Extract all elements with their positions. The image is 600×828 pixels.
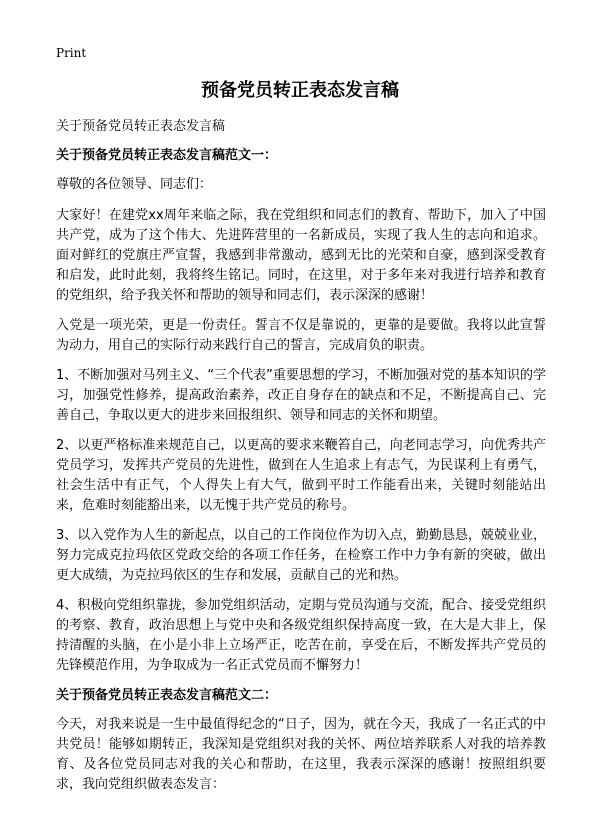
- paragraph: 4、积极向党组织靠拢，参加党组织活动，定期与党员沟通与交流，配合、接受党组织的考察、教育，政治思想上与党中央和各级党组织保持高度一致，在大是大非上，保持清醒的头脑，在小是小非上立场严正，吃苦在前，享受在后，不断发挥共产党员的先锋模范作用，为争取成为一名正式党员而不懈努力！: [56, 598, 546, 673]
- greeting: 尊敬的各位领导、同志们：: [56, 177, 213, 192]
- section-heading-2: 关于预备党员转正表态发言稿范文二：: [56, 688, 278, 703]
- print-link[interactable]: Print: [56, 46, 87, 60]
- section-heading-1: 关于预备党员转正表态发言稿范文一：: [56, 148, 278, 163]
- paragraph: 1、不断加强对马列主义、“三个代表”重要思想的学习，不断加强对党的基本知识的学习，加强党性修养，提高政治素养，改正自身存在的缺点和不足，不断提高自己、完善自己，争取以更大的进步来回报组织、领导和同志的关怀和期望。: [56, 368, 546, 423]
- paragraph: 今天，对我来说是一生中最值得纪念的“日子，因为，就在今天，我成了一名正式的中共党员！能够如期转正，我深知是党组织对我的关怀、两位培养联系人对我的培养教育、及各位党员同志对我的关心和帮助，在这里，我表示深深的感谢！按照组织要求，我向党组织做表态发言：: [56, 717, 546, 792]
- article-body: [56, 117, 546, 805]
- paragraph: 大家好！在建党xx周年来临之际，我在党组织和同志们的教育、帮助下，加入了中国共产党，成为了这个伟大、先进阵营里的一名新成员，实现了我人生的志向和追求。面对鲜红的党旗庄严宣誓，我感到非常激动，感到无比的光荣和自豪，感到深受教育和启发，此时此刻，我将终生铭记。同时，在这里，对于多年来对我进行培养和教育的党组织，给予我关怀和帮助的领导和同志们，表示深深的感谢！: [56, 208, 546, 303]
- document-subtitle: 关于预备党员转正表态发言稿: [56, 119, 226, 134]
- paragraph: 3、以入党作为人生的新起点，以自己的工作岗位作为切入点，勤勤恳恳，兢兢业业，努力完成克拉玛依区党政交给的各项工作任务，在检察工作中力争有新的突破，做出更大成绩，为克拉玛依区的生存和发展，贡献自己的光和热。: [56, 528, 546, 583]
- paragraph: 入党是一项光荣，更是一份责任。誓言不仅是靠说的，更靠的是要做。我将以此宣誓为动力，用自己的实际行动来践行自己的誓言，完成肩负的职责。: [56, 318, 546, 353]
- paragraph: 2、以更严格标准来规范自己，以更高的要求来鞭笞自己，向老同志学习，向优秀共产党员学习，发挥共产党员的先进性，做到在人生追求上有志气，为民谋利上有勇气，社会生活中有正气，个人得失上有大气，做到平时工作能看出来，关键时刻能站出来，危难时刻能豁出来，以无愧于共产党员的称号。: [56, 438, 546, 513]
- page-title: 预备党员转正表态发言稿: [201, 80, 399, 101]
